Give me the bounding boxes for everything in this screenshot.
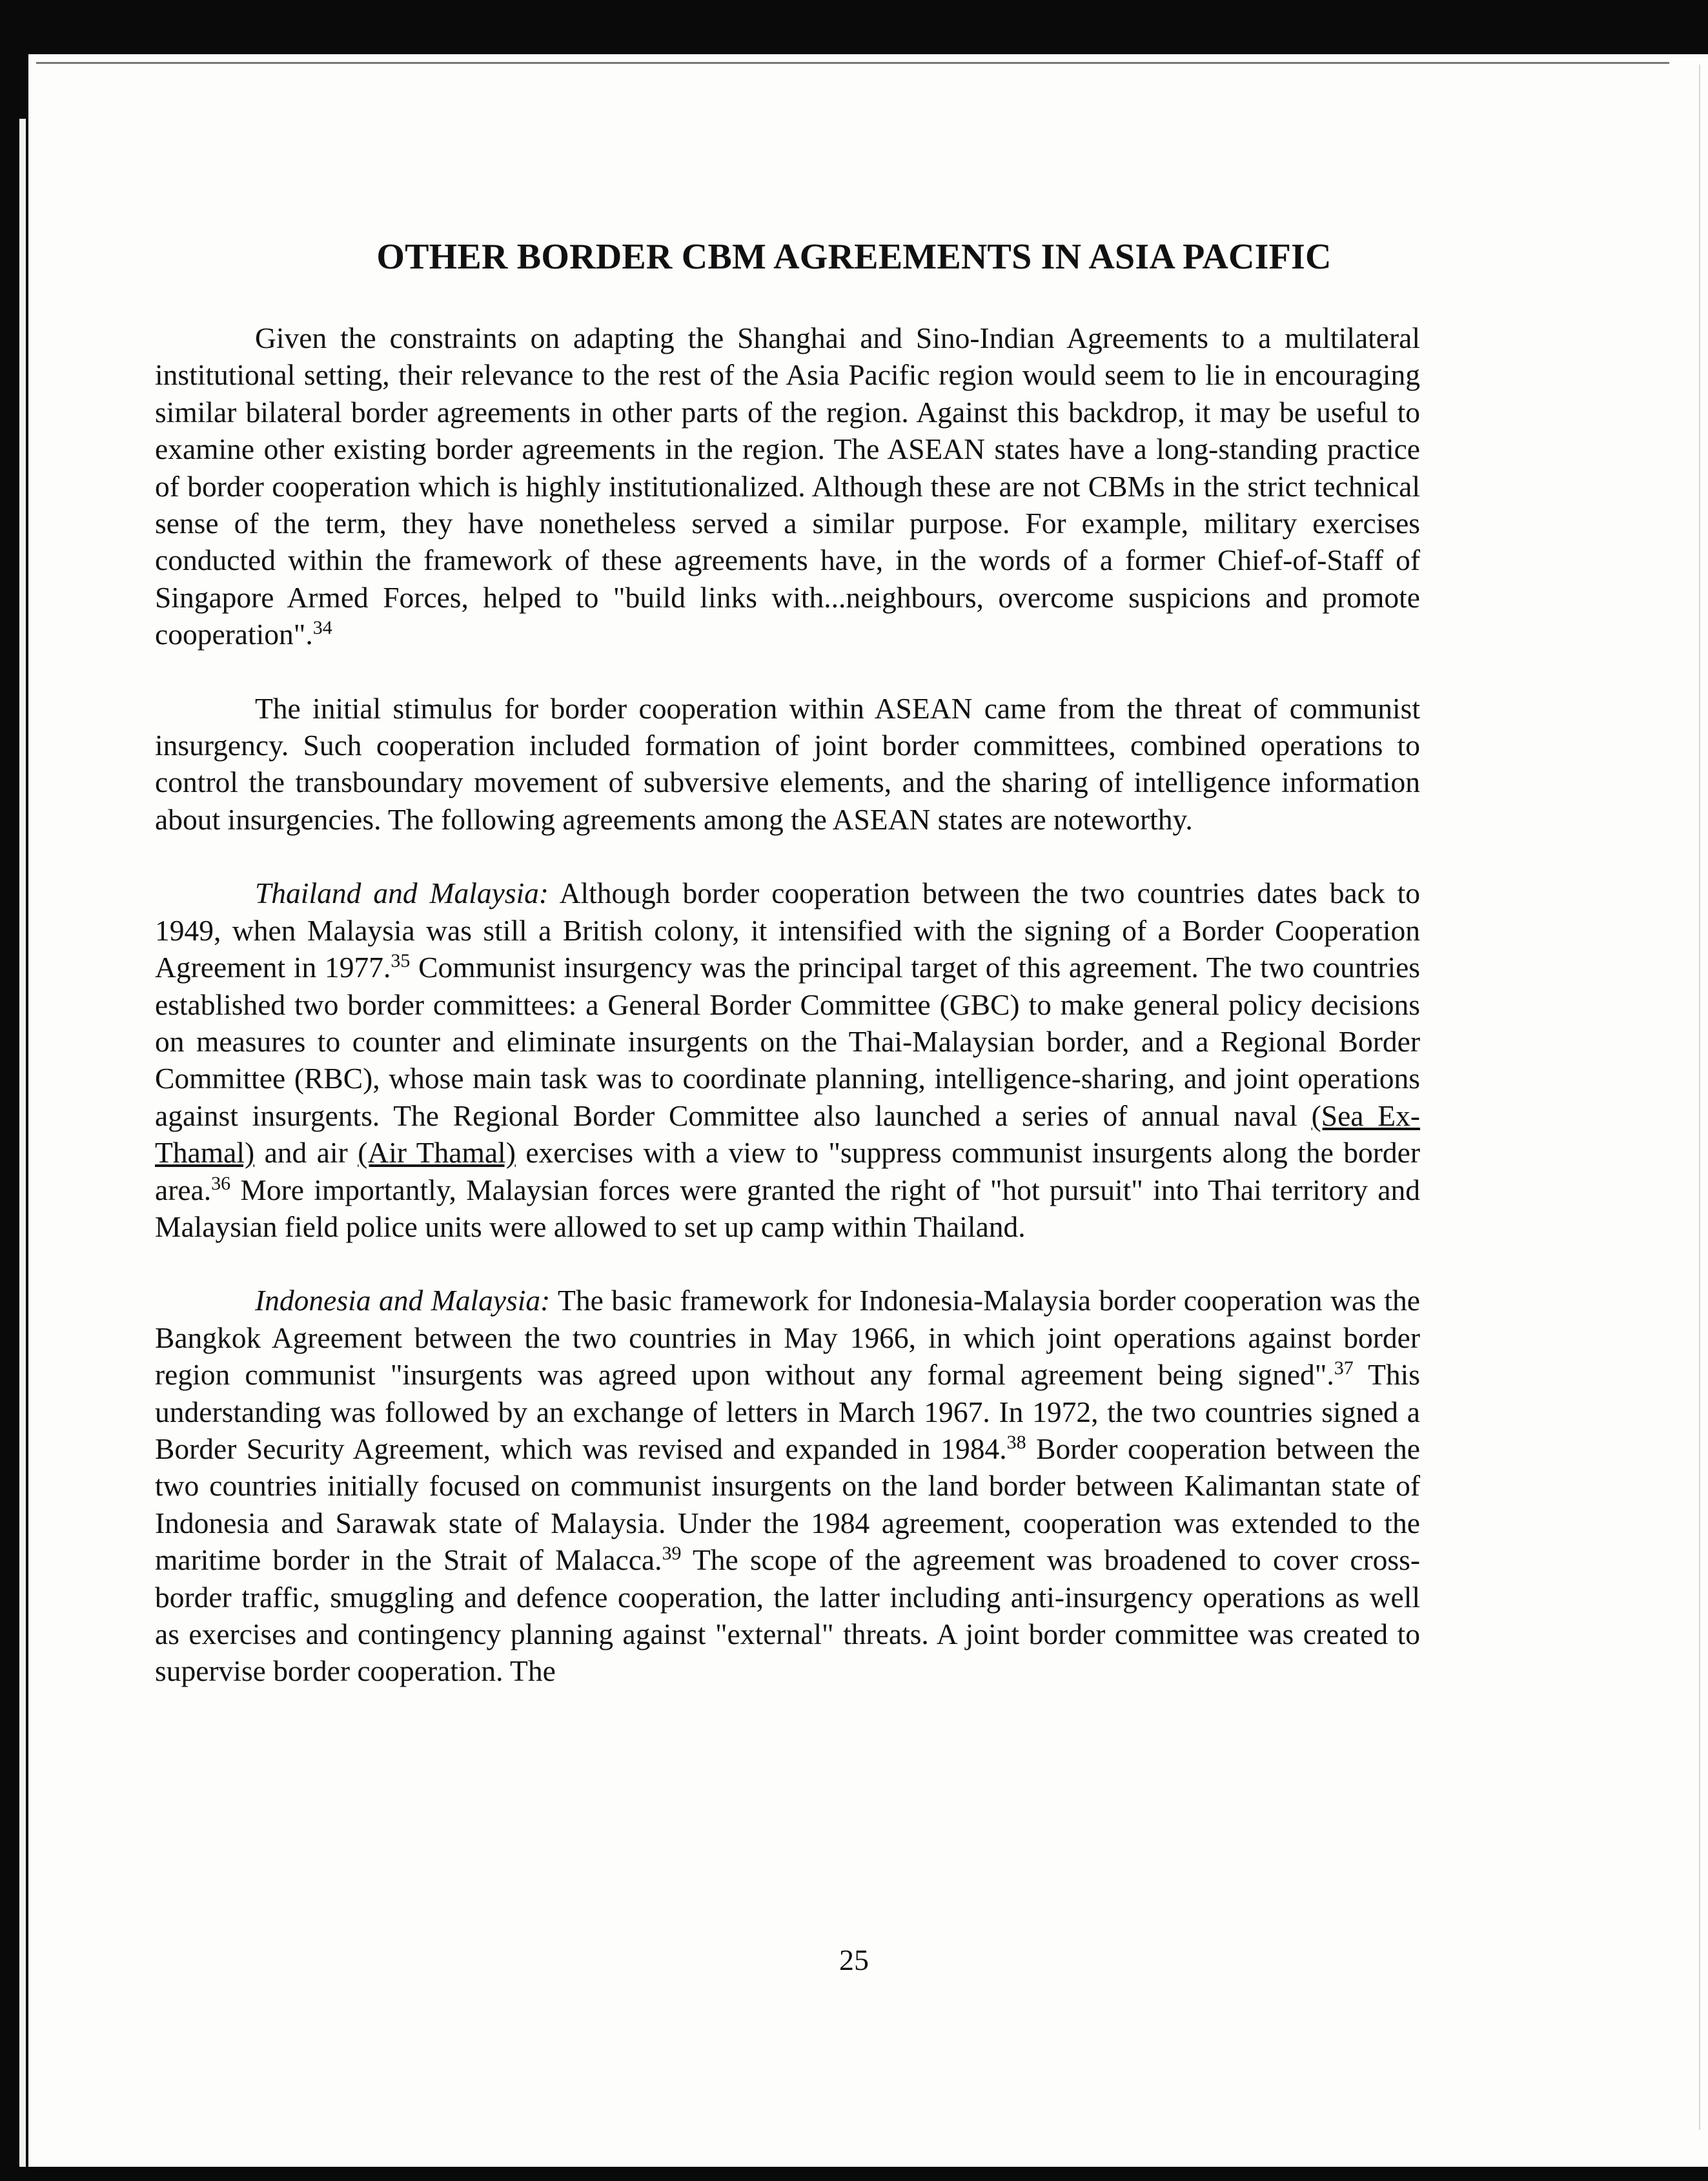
paragraph — [155, 875, 1420, 1245]
paragraph — [155, 320, 1420, 653]
text-run: Given the constraints on adapting the Shanghai and Sino-Indian Agreements to a multilateral institutional setting, their relevance to the rest of the Asia Pacific region would seem to lie in encouraging similar bilateral border agreements in other parts of the region. Against this backdrop, it may be useful to examine other existing border agreements in the region. The ASEAN states have a long-standing practice of border cooperation which is highly institutionalized. Although these are not CBMs in the strict technical sense of the term, they have nonetheless served a similar purpose. For example, military exercises conducted within the framework of these agreements have, in the words of a former Chief-of-Staff of Singapore Armed Forces, helped to "build links with...neighbours, overcome suspicions and promote cooperation". — [155, 321, 1420, 651]
page-right-edge — [1699, 65, 1700, 2130]
binding-edge — [19, 119, 26, 2181]
text-run: and air — [254, 1136, 358, 1170]
footnote-ref: 34 — [312, 617, 332, 639]
text-run: Although border cooperation between the two countries dates back to 1949, when Malaysia was still a British colony, it intensified with the signing of a Border Cooperation Agreement in 1977. — [155, 877, 1421, 984]
paragraph — [155, 690, 1420, 838]
footnote-ref: 39 — [662, 1543, 682, 1565]
scan-top-border — [0, 0, 1708, 54]
text-run: The scope of the agreement was broadened to cover cross-border traffic, smuggling and defence cooperation, the latter including anti-insurgency operations as well as exercises and contingency planning against "external" threats. A joint border committee was created to supervise border cooperation. The — [155, 1543, 1421, 1688]
footnote-ref: 37 — [1334, 1357, 1354, 1379]
text-run: The initial stimulus for border cooperation within ASEAN came from the threat of communist insurgency. Such cooperation included formation of joint border committees, combined operations to control the transboundary movement of subversive elements, and the sharing of intelligence information about insurgencies. The following agreements among the ASEAN states are noteworthy. — [155, 691, 1420, 836]
text-run: Communist insurgency was the principal target of this agreement. The two countries established two border committees: a General Border Committee (GBC) to make general policy decisions on measures to counter and eliminate insurgents on the Thai-Malaysian border, and a Regional Border Committee (RBC), whose main task was to coordinate planning, intelligence-sharing, and joint operations against insurgents. The Regional Border Committee also launched a series of annual naval — [155, 951, 1420, 1132]
scan-left-border — [0, 54, 28, 2167]
text-run: This understanding was followed by an exchange of letters in March 1967. In 1972, the two countries signed a Border Security Agreement, which was revised and expanded in 1984. — [155, 1358, 1420, 1465]
footnote-ref: 38 — [1006, 1431, 1026, 1453]
scan-bottom-border — [0, 2167, 1708, 2181]
text-run: Border cooperation between the two countries initially focused on communist insurgents on the land border between Kalimantan state of Indonesia and Sarawak state of Malaysia. Under the 1984 agreement, cooperation was extended to the maritime border in the Strait of Malacca. — [155, 1432, 1420, 1577]
footnote-ref: 35 — [391, 950, 411, 972]
underlined-text: (Air Thamal) — [358, 1136, 516, 1170]
text-run: More importantly, Malaysian forces were granted the right of "hot pursuit" into Thai territory and Malaysian field police units were allowed to set up camp within Thailand. — [155, 1173, 1420, 1243]
text-run: The basic framework for Indonesia-Malaysia border cooperation was the Bangkok Agreement between the two countries in May 1966, in which joint operations against border region communist "insurgents was agreed upon without any formal agreement being signed". — [155, 1284, 1420, 1392]
paragraph-lead: Thailand and Malaysia: — [255, 877, 549, 910]
paragraph-lead: Indonesia and Malaysia: — [255, 1284, 551, 1317]
page-title: OTHER BORDER CBM AGREEMENTS IN ASIA PACIFIC — [376, 237, 1332, 277]
text-run: exercises with a view to "suppress communist insurgents along the border area. — [155, 1136, 1420, 1206]
body-text — [155, 320, 1420, 1727]
footnote-ref: 36 — [211, 1172, 231, 1194]
page-top-rule — [36, 62, 1669, 64]
page-number: 25 — [839, 1943, 869, 1976]
underlined-text: (Sea Ex-Thamal) — [155, 1099, 1420, 1170]
paragraph — [155, 1282, 1420, 1689]
